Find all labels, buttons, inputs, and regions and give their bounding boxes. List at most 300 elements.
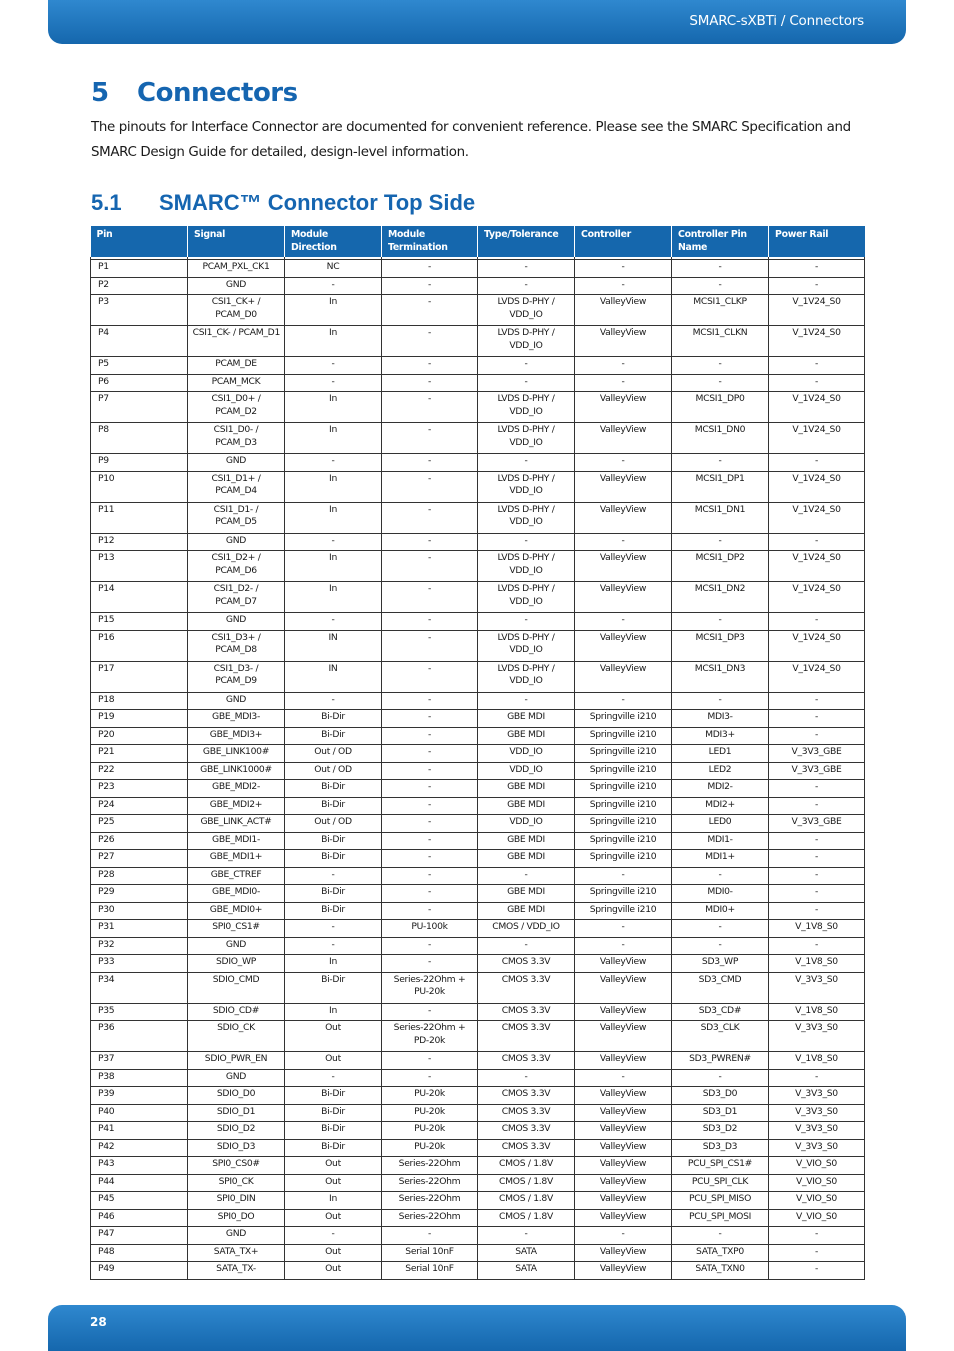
table-cell: SD3_D1 (672, 1104, 769, 1122)
table-cell: Bi-Dir (285, 972, 382, 1003)
table-cell: P26 (91, 832, 188, 850)
table-cell: Out (285, 1157, 382, 1175)
table-cell: P21 (91, 745, 188, 763)
table-cell: P32 (91, 937, 188, 955)
table-cell: - (478, 454, 575, 472)
table-cell: - (382, 551, 478, 582)
table-cell: CMOS 3.3V (478, 972, 575, 1003)
table-cell: V_1V8_S0 (769, 955, 865, 973)
table-cell: - (769, 357, 865, 375)
table-cell: IN (285, 661, 382, 692)
table-cell: - (672, 357, 769, 375)
table-cell: In (285, 295, 382, 326)
table-cell: P37 (91, 1052, 188, 1070)
table-cell: V_3V3_GBE (769, 762, 865, 780)
table-cell: - (672, 277, 769, 295)
table-cell: Serial 10nF (382, 1244, 478, 1262)
table-cell: P25 (91, 815, 188, 833)
table-cell: In (285, 582, 382, 613)
table-cell: PU-20k (382, 1122, 478, 1140)
table-cell: PCU_SPI_CLK (672, 1174, 769, 1192)
table-row (91, 613, 865, 631)
table-cell: - (478, 692, 575, 710)
table-cell: - (382, 295, 478, 326)
table-cell: GBE MDI (478, 727, 575, 745)
table-cell: P33 (91, 955, 188, 973)
table-cell: GND (188, 937, 285, 955)
table-cell: V_VIO_S0 (769, 1157, 865, 1175)
table-cell: - (478, 357, 575, 375)
table-cell: P23 (91, 780, 188, 798)
table-cell: GBE_LINK_ACT# (188, 815, 285, 833)
table-cell: - (382, 902, 478, 920)
table-cell: Springville i210 (575, 710, 672, 728)
table-cell: - (382, 1069, 478, 1087)
table-cell: SATA_TX+ (188, 1244, 285, 1262)
table-cell: LVDS D-PHY / VDD_IO (478, 326, 575, 357)
table-cell: CSI1_D1- / PCAM_D5 (188, 502, 285, 533)
table-cell: Springville i210 (575, 885, 672, 903)
table-row (91, 762, 865, 780)
table-cell: Out / OD (285, 745, 382, 763)
table-cell: PU-20k (382, 1139, 478, 1157)
table-cell: P38 (91, 1069, 188, 1087)
table-row (91, 423, 865, 454)
table-cell: P13 (91, 551, 188, 582)
table-cell: V_1V8_S0 (769, 920, 865, 938)
table-cell: Bi-Dir (285, 727, 382, 745)
table-cell: SATA_TXN0 (672, 1262, 769, 1280)
table-cell: V_3V3_S0 (769, 1104, 865, 1122)
table-cell: LVDS D-PHY / VDD_IO (478, 630, 575, 661)
table-cell: - (769, 1227, 865, 1245)
table-cell: - (769, 260, 865, 278)
table-row (91, 780, 865, 798)
table-cell: MCSI1_CLKN (672, 326, 769, 357)
table-row (91, 972, 865, 1003)
table-cell: Bi-Dir (285, 832, 382, 850)
table-cell: PCAM_MCK (188, 374, 285, 392)
table-cell: GBE_MDI1+ (188, 850, 285, 868)
table-cell: PCU_SPI_CS1# (672, 1157, 769, 1175)
table-cell: P39 (91, 1087, 188, 1105)
table-cell: Bi-Dir (285, 902, 382, 920)
table-row (91, 832, 865, 850)
table-cell: V_1V24_S0 (769, 295, 865, 326)
column-header: Module Direction (285, 226, 382, 257)
table-row (91, 1052, 865, 1070)
table-cell: - (285, 1227, 382, 1245)
table-cell: ValleyView (575, 1262, 672, 1280)
table-cell: - (285, 1069, 382, 1087)
table-cell: - (382, 1227, 478, 1245)
table-cell: - (769, 692, 865, 710)
table-cell: SD3_CMD (672, 972, 769, 1003)
table-cell: - (672, 1069, 769, 1087)
table-cell: In (285, 423, 382, 454)
table-cell: - (575, 1227, 672, 1245)
page-header-bar (48, 0, 906, 44)
table-cell: LVDS D-PHY / VDD_IO (478, 551, 575, 582)
table-cell: - (382, 326, 478, 357)
table-cell: P29 (91, 885, 188, 903)
table-cell: - (672, 613, 769, 631)
table-cell: - (769, 613, 865, 631)
table-cell: Bi-Dir (285, 1104, 382, 1122)
table-cell: ValleyView (575, 1139, 672, 1157)
table-cell: Out (285, 1262, 382, 1280)
chapter-heading (91, 78, 298, 108)
table-cell: - (769, 885, 865, 903)
table-cell: LVDS D-PHY / VDD_IO (478, 471, 575, 502)
table-cell: P45 (91, 1192, 188, 1210)
table-cell: V_3V3_S0 (769, 972, 865, 1003)
table-cell: CMOS 3.3V (478, 1139, 575, 1157)
table-cell: Bi-Dir (285, 1087, 382, 1105)
table-cell: - (769, 1244, 865, 1262)
table-cell: SDIO_CMD (188, 972, 285, 1003)
table-cell: - (478, 867, 575, 885)
table-cell: SPI0_CK (188, 1174, 285, 1192)
table-cell: - (382, 392, 478, 423)
table-cell: - (575, 1069, 672, 1087)
chapter-number: 5 (91, 78, 109, 108)
table-cell: - (478, 613, 575, 631)
table-cell: SDIO_CK (188, 1021, 285, 1052)
table-cell: CSI1_D2- / PCAM_D7 (188, 582, 285, 613)
table-cell: PU-20k (382, 1087, 478, 1105)
table-cell: Series-22Ohm + PU-20k (382, 972, 478, 1003)
table-cell: - (769, 780, 865, 798)
table-cell: - (382, 745, 478, 763)
table-cell: Serial 10nF (382, 1262, 478, 1280)
table-cell: P15 (91, 613, 188, 631)
table-cell: LVDS D-PHY / VDD_IO (478, 423, 575, 454)
table-cell: - (382, 955, 478, 973)
table-cell: - (769, 832, 865, 850)
table-cell: V_VIO_S0 (769, 1174, 865, 1192)
table-cell: - (382, 582, 478, 613)
table-cell: Series-22Ohm (382, 1192, 478, 1210)
table-cell: GBE MDI (478, 832, 575, 850)
table-cell: In (285, 471, 382, 502)
table-cell: ValleyView (575, 551, 672, 582)
table-cell: LED1 (672, 745, 769, 763)
table-cell: V_1V24_S0 (769, 630, 865, 661)
table-cell: ValleyView (575, 1021, 672, 1052)
table-cell: - (478, 1069, 575, 1087)
table-row (91, 471, 865, 502)
table-cell: Springville i210 (575, 797, 672, 815)
table-cell: Springville i210 (575, 727, 672, 745)
table-cell: P11 (91, 502, 188, 533)
table-cell: - (575, 260, 672, 278)
table-cell: CMOS 3.3V (478, 1003, 575, 1021)
table-cell: Springville i210 (575, 815, 672, 833)
table-cell: - (769, 454, 865, 472)
table-cell: V_1V24_S0 (769, 392, 865, 423)
table-cell: ValleyView (575, 582, 672, 613)
table-row (91, 867, 865, 885)
table-cell: - (672, 454, 769, 472)
table-cell: ValleyView (575, 326, 672, 357)
table-cell: P1 (91, 260, 188, 278)
table-row (91, 710, 865, 728)
table-cell: - (382, 727, 478, 745)
table-cell: Springville i210 (575, 832, 672, 850)
table-row (91, 582, 865, 613)
table-cell: CMOS / 1.8V (478, 1209, 575, 1227)
table-cell: - (575, 533, 672, 551)
table-cell: CSI1_D1+ / PCAM_D4 (188, 471, 285, 502)
table-cell: GBE_LINK100# (188, 745, 285, 763)
table-cell: MDI1- (672, 832, 769, 850)
table-row (91, 1262, 865, 1280)
table-cell: - (382, 937, 478, 955)
table-cell: CMOS / 1.8V (478, 1157, 575, 1175)
table-row (91, 745, 865, 763)
table-row (91, 661, 865, 692)
table-cell: P30 (91, 902, 188, 920)
table-row (91, 937, 865, 955)
table-cell: P43 (91, 1157, 188, 1175)
table-cell: - (672, 1227, 769, 1245)
table-cell: MDI1+ (672, 850, 769, 868)
table-cell: - (478, 533, 575, 551)
table-cell: LED2 (672, 762, 769, 780)
table-cell: P46 (91, 1209, 188, 1227)
table-cell: - (285, 937, 382, 955)
table-cell: PCAM_PXL_CK1 (188, 260, 285, 278)
table-cell: MDI2+ (672, 797, 769, 815)
table-cell: LVDS D-PHY / VDD_IO (478, 582, 575, 613)
table-cell: PCU_SPI_MOSI (672, 1209, 769, 1227)
table-cell: MCSI1_DN3 (672, 661, 769, 692)
table-cell: VDD_IO (478, 762, 575, 780)
table-cell: P18 (91, 692, 188, 710)
table-cell: SDIO_D3 (188, 1139, 285, 1157)
table-cell: - (575, 613, 672, 631)
table-cell: Bi-Dir (285, 885, 382, 903)
table-cell: - (769, 727, 865, 745)
page-footer-bar (48, 1305, 906, 1351)
table-cell: MDI3- (672, 710, 769, 728)
table-cell: SD3_D2 (672, 1122, 769, 1140)
table-cell: - (672, 937, 769, 955)
table-cell: In (285, 326, 382, 357)
table-cell: Springville i210 (575, 762, 672, 780)
table-cell: - (382, 780, 478, 798)
table-row (91, 727, 865, 745)
table-cell: - (478, 1227, 575, 1245)
table-cell: V_1V24_S0 (769, 502, 865, 533)
table-cell: Bi-Dir (285, 1122, 382, 1140)
table-cell: GBE MDI (478, 780, 575, 798)
table-cell: V_3V3_S0 (769, 1087, 865, 1105)
table-cell: CMOS 3.3V (478, 1104, 575, 1122)
table-row (91, 277, 865, 295)
table-cell: P12 (91, 533, 188, 551)
table-cell: - (769, 1069, 865, 1087)
table-row (91, 326, 865, 357)
table-cell: CSI1_D3- / PCAM_D9 (188, 661, 285, 692)
table-cell: - (575, 692, 672, 710)
table-cell: MCSI1_CLKP (672, 295, 769, 326)
table-cell: P2 (91, 277, 188, 295)
table-row (91, 850, 865, 868)
table-cell: LVDS D-PHY / VDD_IO (478, 295, 575, 326)
table-cell: - (769, 867, 865, 885)
table-cell: MCSI1_DN0 (672, 423, 769, 454)
table-row (91, 797, 865, 815)
table-cell: - (382, 454, 478, 472)
table-cell: GBE_MDI0+ (188, 902, 285, 920)
table-cell: GND (188, 277, 285, 295)
table-cell: In (285, 392, 382, 423)
table-cell: P35 (91, 1003, 188, 1021)
table-cell: - (769, 850, 865, 868)
table-cell: IN (285, 630, 382, 661)
table-cell: SD3_D0 (672, 1087, 769, 1105)
table-cell: ValleyView (575, 1052, 672, 1070)
table-cell: CSI1_D0- / PCAM_D3 (188, 423, 285, 454)
table-cell: ValleyView (575, 630, 672, 661)
table-cell: Bi-Dir (285, 850, 382, 868)
table-cell: MDI0- (672, 885, 769, 903)
column-header: Power Rail (769, 226, 865, 257)
table-cell: - (769, 1262, 865, 1280)
table-cell: - (769, 937, 865, 955)
table-row (91, 692, 865, 710)
table-row (91, 1069, 865, 1087)
column-header: Pin (91, 226, 188, 257)
table-cell: - (382, 661, 478, 692)
table-cell: Out (285, 1244, 382, 1262)
table-cell: LVDS D-PHY / VDD_IO (478, 392, 575, 423)
table-cell: - (382, 692, 478, 710)
table-cell: V_1V24_S0 (769, 661, 865, 692)
table-row (91, 357, 865, 375)
table-cell: LVDS D-PHY / VDD_IO (478, 502, 575, 533)
table-cell: In (285, 1003, 382, 1021)
table-cell: - (285, 613, 382, 631)
table-cell: - (769, 710, 865, 728)
table-row (91, 1087, 865, 1105)
table-cell: P28 (91, 867, 188, 885)
table-row (91, 902, 865, 920)
table-row (91, 920, 865, 938)
table-row (91, 1244, 865, 1262)
table-cell: Series-22Ohm (382, 1157, 478, 1175)
table-cell: Springville i210 (575, 850, 672, 868)
table-cell: ValleyView (575, 972, 672, 1003)
intro-paragraph: The pinouts for Interface Connector are documented for convenient reference. Please see the SMARC Specification and SMARC Design Guide for detailed, design-level information. (91, 120, 851, 160)
table-cell: - (478, 374, 575, 392)
table-cell: NC (285, 260, 382, 278)
table-cell: Springville i210 (575, 780, 672, 798)
table-cell: V_VIO_S0 (769, 1209, 865, 1227)
table-cell: - (382, 630, 478, 661)
table-row (91, 454, 865, 472)
table-cell: - (769, 277, 865, 295)
table-cell: SATA_TX- (188, 1262, 285, 1280)
table-cell: - (672, 920, 769, 938)
table-cell: - (478, 937, 575, 955)
table-cell: - (382, 502, 478, 533)
table-cell: GND (188, 533, 285, 551)
table-cell: - (769, 533, 865, 551)
table-cell: P48 (91, 1244, 188, 1262)
table-cell: ValleyView (575, 1104, 672, 1122)
table-cell: - (382, 260, 478, 278)
table-cell: MCSI1_DP3 (672, 630, 769, 661)
table-cell: CMOS / 1.8V (478, 1174, 575, 1192)
table-cell: ValleyView (575, 1244, 672, 1262)
table-cell: P10 (91, 471, 188, 502)
table-cell: ValleyView (575, 1157, 672, 1175)
table-row (91, 1227, 865, 1245)
table-row (91, 630, 865, 661)
table-cell: P49 (91, 1262, 188, 1280)
table-cell: CMOS / VDD_IO (478, 920, 575, 938)
pinout-table (90, 226, 865, 1280)
table-cell: V_1V24_S0 (769, 582, 865, 613)
table-cell: PCAM_DE (188, 357, 285, 375)
table-cell: Out (285, 1052, 382, 1070)
table-cell: SDIO_PWR_EN (188, 1052, 285, 1070)
table-cell: VDD_IO (478, 815, 575, 833)
table-cell: MCSI1_DP2 (672, 551, 769, 582)
table-cell: V_1V24_S0 (769, 326, 865, 357)
table-cell: P27 (91, 850, 188, 868)
table-cell: - (478, 277, 575, 295)
table-cell: CMOS 3.3V (478, 1052, 575, 1070)
table-cell: - (672, 867, 769, 885)
table-cell: CSI1_D3+ / PCAM_D8 (188, 630, 285, 661)
table-cell: CSI1_D0+ / PCAM_D2 (188, 392, 285, 423)
table-cell: ValleyView (575, 1087, 672, 1105)
table-row (91, 955, 865, 973)
table-cell: - (382, 710, 478, 728)
table-cell: ValleyView (575, 1122, 672, 1140)
table-cell: P24 (91, 797, 188, 815)
table-cell: ValleyView (575, 661, 672, 692)
table-cell: ValleyView (575, 423, 672, 454)
table-cell: SDIO_WP (188, 955, 285, 973)
table-cell: SDIO_D1 (188, 1104, 285, 1122)
table-cell: - (672, 692, 769, 710)
table-cell: In (285, 1192, 382, 1210)
table-cell: V_3V3_S0 (769, 1122, 865, 1140)
table-cell: GBE_MDI3+ (188, 727, 285, 745)
table-cell: CMOS / 1.8V (478, 1192, 575, 1210)
table-cell: SDIO_D0 (188, 1087, 285, 1105)
table-cell: Bi-Dir (285, 780, 382, 798)
table-cell: CMOS 3.3V (478, 955, 575, 973)
table-cell: ValleyView (575, 1192, 672, 1210)
table-cell: P47 (91, 1227, 188, 1245)
table-cell: SD3_WP (672, 955, 769, 973)
table-cell: Springville i210 (575, 745, 672, 763)
table-row (91, 1209, 865, 1227)
section-number: 5.1 (91, 190, 122, 215)
table-cell: GBE_CTREF (188, 867, 285, 885)
table-cell: - (575, 277, 672, 295)
table-cell: CMOS 3.3V (478, 1122, 575, 1140)
table-cell: - (285, 533, 382, 551)
table-cell: P40 (91, 1104, 188, 1122)
table-cell: - (382, 613, 478, 631)
